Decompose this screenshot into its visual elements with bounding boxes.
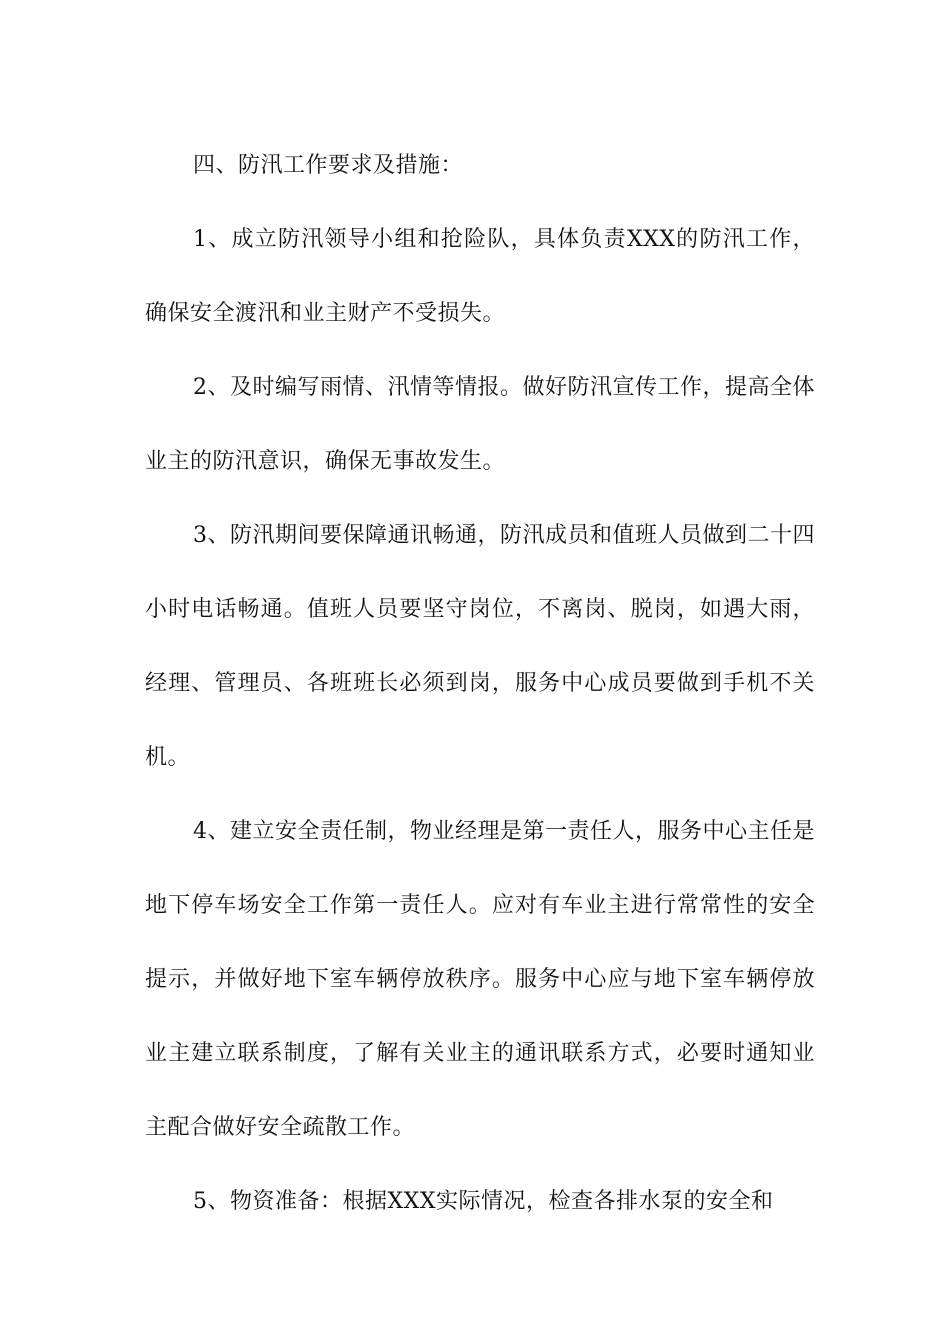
paragraph-2: 2、及时编写雨情、汛情等情报。做好防汛宣传工作，提高全体业主的防汛意识，确保无事故发生。: [145, 375, 815, 474]
paragraph-1: 1、成立防汛领导小组和抢险队，具体负责XXX的防汛工作，确保安全渡汛和业主财产不受损失。: [145, 227, 815, 326]
paragraph-3: 3、防汛期间要保障通讯畅通，防汛成员和值班人员做到二十四小时电话畅通。值班人员要坚守岗位，不离岗、脱岗，如遇大雨，经理、管理员、各班班长必须到岗，服务中心成员要做到手机不关机。: [145, 523, 815, 770]
document-body: [145, 129, 815, 1239]
paragraph-5: 5、物资准备：根据XXX实际情况，检查各排水泵的安全和: [193, 1189, 774, 1214]
paragraph-4: 4、建立安全责任制，物业经理是第一责任人，服务中心主任是地下停车场安全工作第一责任人。应对有车业主进行常常性的安全提示，并做好地下室车辆停放秩序。服务中心应与地下室车辆停放业主建立联系制度，了解有关业主的通讯联系方式，必要时通知业主配合做好安全疏散工作。: [145, 819, 815, 1140]
section-heading: 四、防汛工作要求及措施：: [193, 153, 464, 178]
